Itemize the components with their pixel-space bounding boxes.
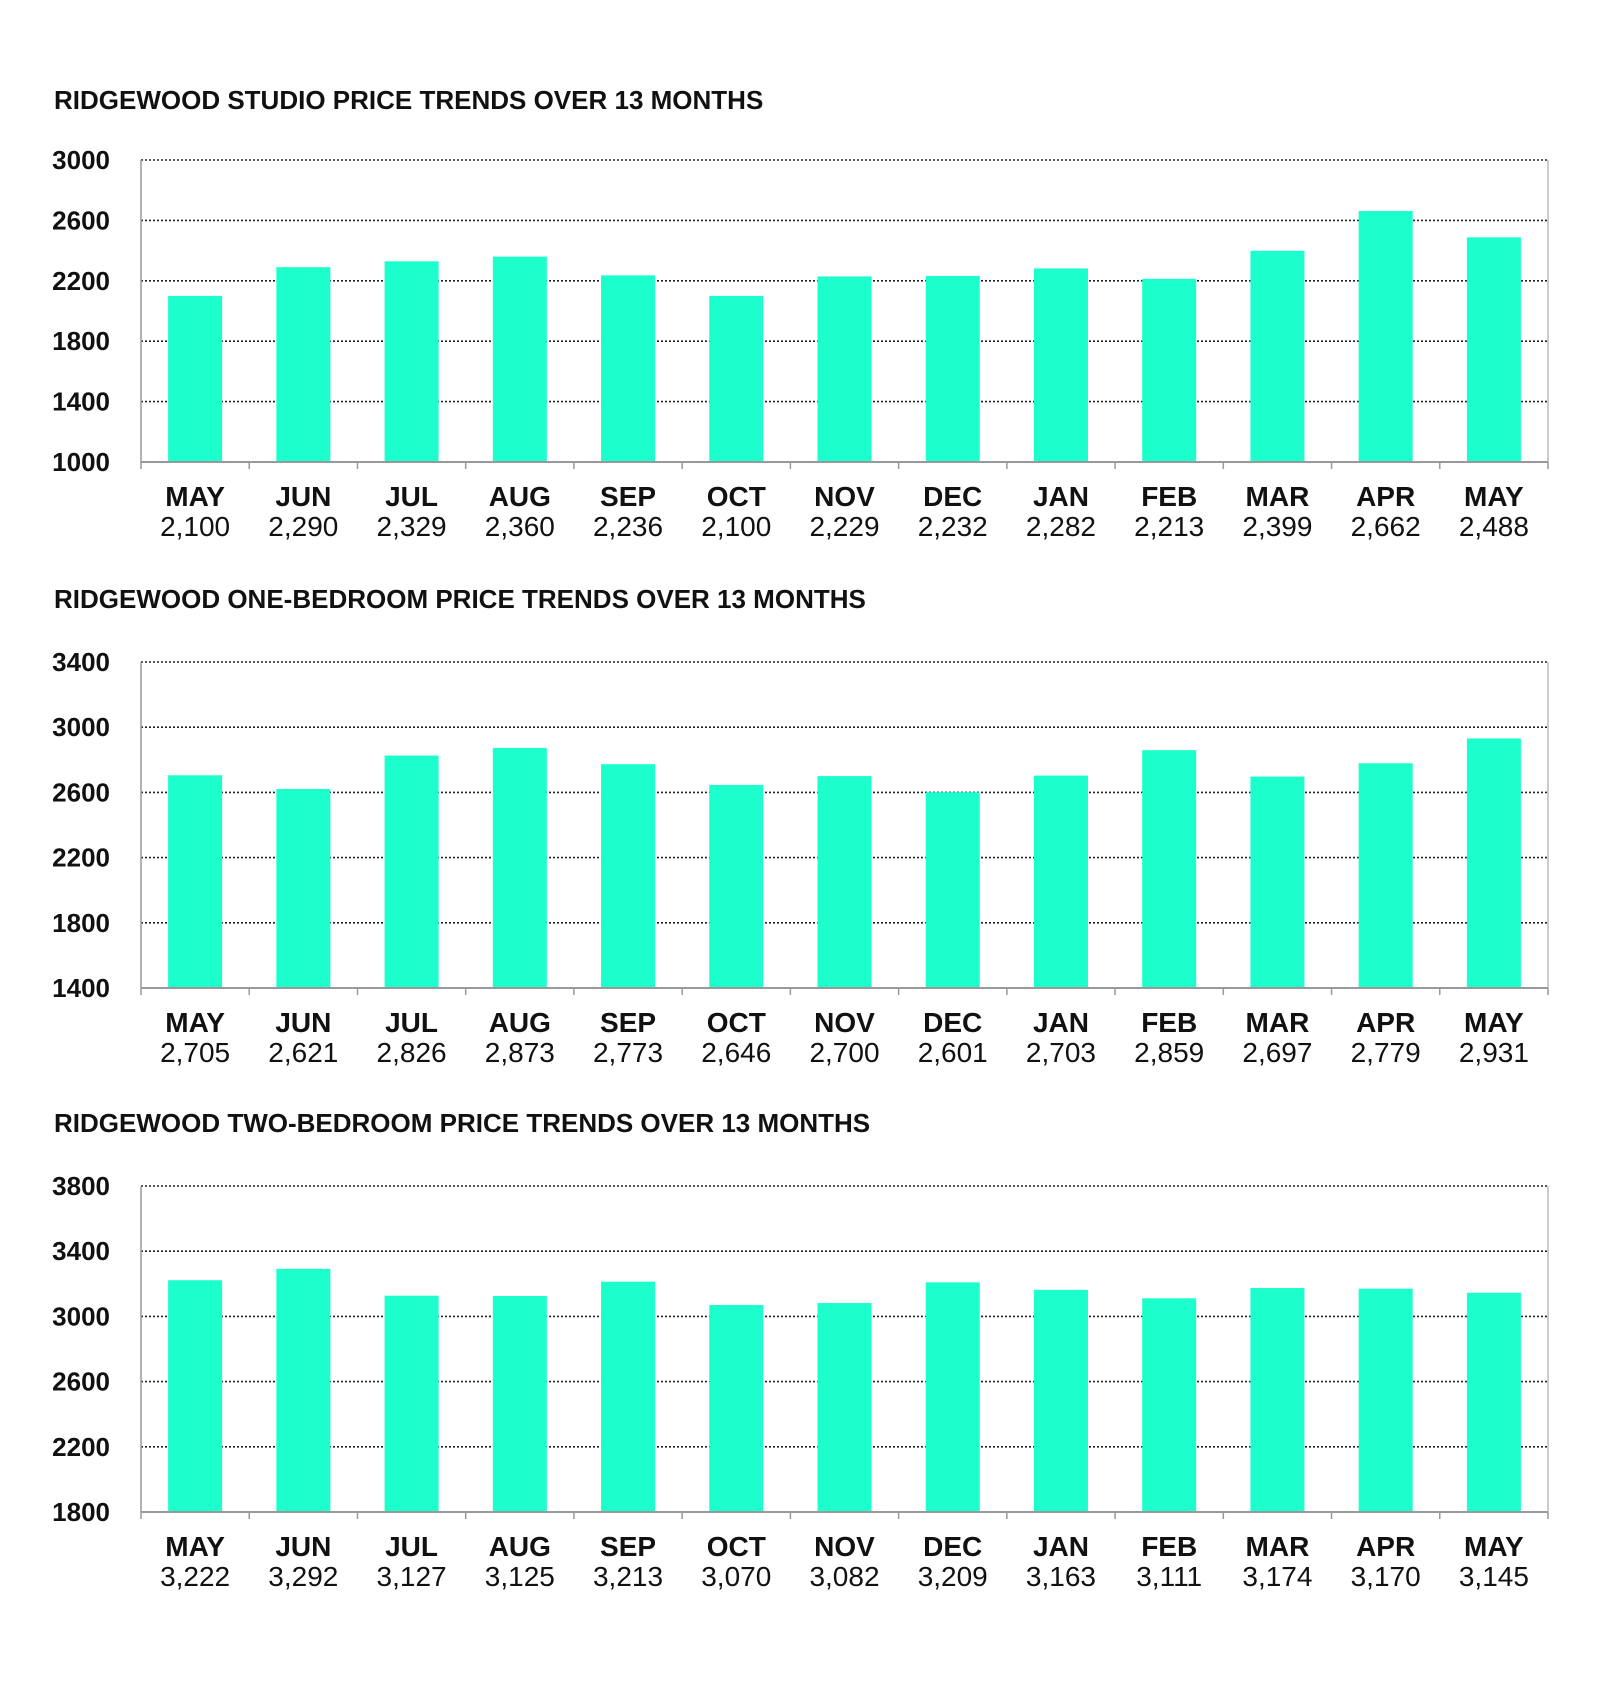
category-label: JUL: [385, 481, 439, 512]
bar-aug-4: [493, 748, 547, 988]
category-label: MAR: [1245, 1531, 1310, 1562]
category-label: APR: [1356, 1007, 1416, 1038]
bar-sep-5: [601, 1282, 655, 1512]
value-label: 2,621: [268, 1037, 339, 1068]
value-label: 3,070: [701, 1561, 772, 1592]
chart-title: RIDGEWOOD TWO-BEDROOM PRICE TRENDS OVER 13 MONTHS: [54, 1108, 871, 1138]
bar-dec-8: [926, 792, 980, 988]
y-tick-label: 1800: [52, 907, 110, 938]
chart-panel-3: [52, 1108, 1548, 1592]
bar-apr-12: [1359, 763, 1413, 988]
bar-apr-12: [1359, 211, 1413, 462]
bar-may-13: [1467, 738, 1521, 988]
category-label: JAN: [1032, 1007, 1089, 1038]
category-label: DEC: [923, 1531, 983, 1562]
y-tick-label: 3400: [52, 647, 110, 677]
value-label: 2,826: [376, 1037, 447, 1068]
bar-jul-3: [385, 756, 439, 988]
value-label: 2,290: [268, 511, 339, 542]
bar-nov-7: [818, 1303, 872, 1512]
bar-feb-10: [1142, 1298, 1196, 1512]
category-label: JAN: [1032, 1531, 1089, 1562]
bar-aug-4: [493, 257, 547, 462]
category-label: OCT: [706, 481, 766, 512]
value-label: 2,282: [1025, 511, 1097, 542]
category-label: JAN: [1032, 481, 1089, 512]
category-label: MAY: [165, 1531, 225, 1562]
value-label: 2,705: [160, 1037, 231, 1068]
bar-jun-2: [276, 1269, 330, 1512]
bar-oct-6: [709, 296, 763, 462]
bar-jan-9: [1034, 1290, 1088, 1512]
category-label: JUL: [385, 1007, 439, 1038]
category-label: SEP: [600, 481, 657, 512]
value-label: 2,100: [701, 511, 772, 542]
value-label: 3,292: [268, 1561, 339, 1592]
y-tick-label: 3000: [52, 1301, 110, 1332]
value-label: 2,773: [592, 1037, 664, 1068]
y-tick-label: 1800: [52, 1497, 110, 1527]
value-label: 3,145: [1458, 1561, 1529, 1592]
category-label: APR: [1356, 1531, 1416, 1562]
category-label: FEB: [1141, 1531, 1198, 1562]
category-label: JUN: [275, 1007, 332, 1038]
y-tick-label: 3400: [52, 1236, 110, 1267]
value-label: 2,697: [1242, 1037, 1313, 1068]
category-label: OCT: [706, 1007, 766, 1038]
y-tick-label: 2200: [52, 842, 110, 873]
value-label: 3,163: [1025, 1561, 1097, 1592]
y-tick-label: 1800: [52, 326, 110, 357]
bar-may-1: [168, 1280, 222, 1512]
category-label: SEP: [600, 1531, 657, 1562]
category-label: FEB: [1141, 1007, 1198, 1038]
category-label: SEP: [600, 1007, 657, 1038]
category-label: MAY: [1464, 1531, 1524, 1562]
value-label: 2,360: [484, 511, 555, 542]
value-label: 2,662: [1350, 511, 1421, 542]
bar-mar-11: [1250, 1288, 1304, 1512]
value-label: 2,779: [1350, 1037, 1421, 1068]
category-label: MAR: [1245, 481, 1310, 512]
category-label: MAY: [165, 481, 225, 512]
y-tick-label: 3800: [52, 1171, 110, 1201]
value-label: 2,703: [1025, 1037, 1097, 1068]
category-label: MAY: [1464, 481, 1524, 512]
value-label: 2,232: [917, 511, 988, 542]
value-label: 2,646: [701, 1037, 772, 1068]
y-tick-label: 3000: [52, 712, 110, 743]
category-label: MAY: [165, 1007, 225, 1038]
bar-nov-7: [818, 776, 872, 988]
bar-may-13: [1467, 237, 1521, 462]
category-label: JUN: [275, 1531, 332, 1562]
bar-oct-6: [709, 1305, 763, 1512]
bar-aug-4: [493, 1296, 547, 1512]
category-label: AUG: [488, 1007, 551, 1038]
category-label: AUG: [488, 481, 551, 512]
value-label: 2,488: [1458, 511, 1529, 542]
y-tick-label: 1400: [52, 386, 110, 417]
y-tick-label: 2200: [52, 1431, 110, 1462]
value-label: 2,700: [809, 1037, 880, 1068]
bar-oct-6: [709, 785, 763, 988]
value-label: 3,213: [592, 1561, 664, 1592]
category-label: NOV: [814, 481, 875, 512]
value-label: 2,329: [376, 511, 447, 542]
value-label: 2,931: [1458, 1037, 1529, 1068]
category-label: JUL: [385, 1531, 439, 1562]
value-label: 2,873: [484, 1037, 555, 1068]
value-label: 2,213: [1134, 511, 1205, 542]
value-label: 2,236: [592, 511, 664, 542]
bar-sep-5: [601, 764, 655, 988]
y-tick-label: 2600: [52, 1366, 110, 1397]
y-tick-label: 2600: [52, 777, 110, 808]
value-label: 3,174: [1242, 1561, 1313, 1592]
value-label: 3,209: [917, 1561, 988, 1592]
value-label: 3,082: [809, 1561, 880, 1592]
chart-panel-1: [52, 85, 1548, 542]
value-label: 2,859: [1134, 1037, 1205, 1068]
category-label: JUN: [275, 481, 332, 512]
value-label: 2,100: [160, 511, 231, 542]
bar-may-13: [1467, 1293, 1521, 1512]
bar-jul-3: [385, 261, 439, 462]
value-label: 3,170: [1350, 1561, 1421, 1592]
value-label: 2,601: [917, 1037, 988, 1068]
category-label: NOV: [814, 1007, 875, 1038]
category-label: DEC: [923, 481, 983, 512]
bar-jan-9: [1034, 268, 1088, 462]
category-label: APR: [1356, 481, 1416, 512]
bar-dec-8: [926, 1282, 980, 1512]
value-label: 3,125: [484, 1561, 555, 1592]
category-label: MAY: [1464, 1007, 1524, 1038]
value-label: 2,399: [1242, 511, 1313, 542]
bar-dec-8: [926, 276, 980, 462]
value-label: 3,127: [376, 1561, 447, 1592]
bar-nov-7: [818, 276, 872, 462]
y-tick-label: 1400: [52, 973, 110, 1003]
category-label: AUG: [488, 1531, 551, 1562]
y-tick-label: 3000: [52, 145, 110, 175]
bar-feb-10: [1142, 750, 1196, 988]
category-label: DEC: [923, 1007, 983, 1038]
category-label: MAR: [1245, 1007, 1310, 1038]
bar-may-1: [168, 775, 222, 988]
bar-mar-11: [1250, 251, 1304, 462]
value-label: 3,111: [1136, 1561, 1203, 1592]
bar-mar-11: [1250, 777, 1304, 988]
chart-title: RIDGEWOOD STUDIO PRICE TRENDS OVER 13 MONTHS: [54, 85, 764, 115]
bar-jun-2: [276, 267, 330, 462]
bar-apr-12: [1359, 1289, 1413, 1512]
y-tick-label: 2600: [52, 205, 110, 236]
chart-panel-2: [52, 584, 1548, 1068]
bar-jul-3: [385, 1296, 439, 1512]
bar-may-1: [168, 296, 222, 462]
value-label: 2,229: [809, 511, 880, 542]
category-label: FEB: [1141, 481, 1198, 512]
value-label: 3,222: [160, 1561, 231, 1592]
y-tick-label: 2200: [52, 265, 110, 296]
category-label: NOV: [814, 1531, 875, 1562]
y-tick-label: 1000: [52, 447, 110, 477]
bar-sep-5: [601, 275, 655, 462]
bar-jan-9: [1034, 776, 1088, 988]
chart-title: RIDGEWOOD ONE-BEDROOM PRICE TRENDS OVER 13 MONTHS: [54, 584, 866, 614]
bar-feb-10: [1142, 279, 1196, 462]
category-label: OCT: [706, 1531, 766, 1562]
bar-jun-2: [276, 789, 330, 988]
